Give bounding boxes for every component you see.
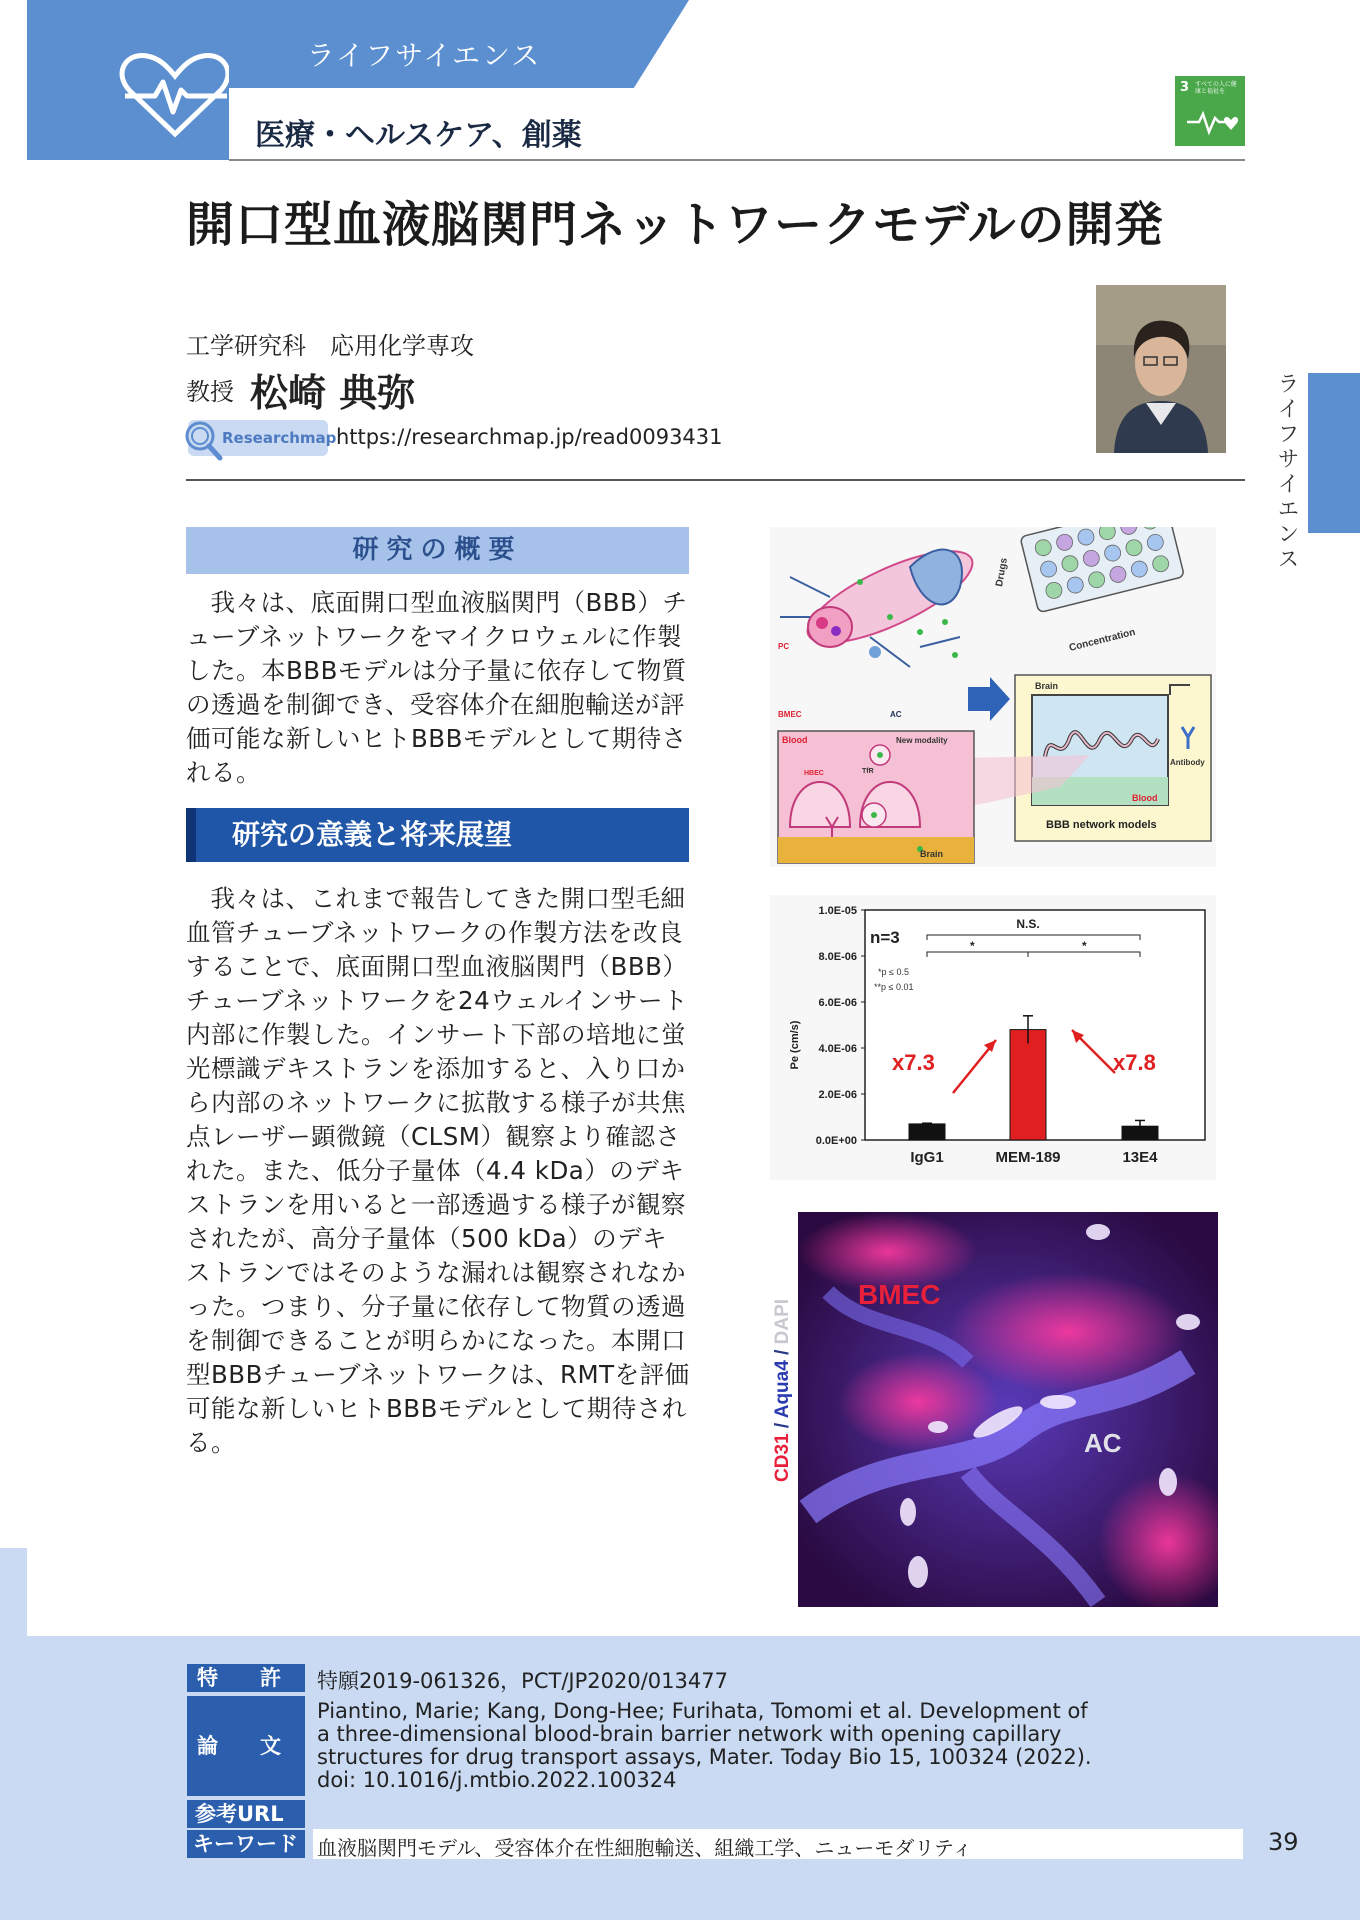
subcategory-label: 医療・ヘルスケア、創薬: [255, 118, 582, 153]
bbb-schematic-figure: [770, 527, 1216, 867]
author-photo: [1096, 285, 1226, 453]
section-overview-heading: [186, 527, 689, 574]
paper-line-2: a three-dimensional blood-brain barrier network with opening capillary: [317, 1722, 1062, 1746]
patent-value: 特願2019-061326，PCT/JP2020/013477: [317, 1669, 728, 1693]
label-tfr: TfR: [862, 768, 874, 775]
y-tick-label: 6.0E-06: [818, 997, 857, 1009]
label-blood-left: Blood: [782, 735, 808, 745]
permeability-bar-chart: [770, 895, 1216, 1180]
y-tick-label: 2.0E-06: [818, 1089, 857, 1101]
label-hbec: HBEC: [804, 770, 824, 777]
p-value-note-2: **p ≤ 0.01: [874, 982, 914, 992]
sdg-health-icon: [1185, 106, 1239, 136]
label-drugs: Drugs: [994, 557, 1010, 588]
y-axis-label: Pe (cm/s): [789, 1020, 801, 1070]
y-tick-label: 4.0E-06: [818, 1043, 857, 1055]
paper-line-4: doi: 10.1016/j.mtbio.2022.100324: [317, 1768, 677, 1792]
reference-url-label: 参考URL: [187, 1800, 305, 1828]
author-divider: [186, 479, 1245, 481]
n-label: n=3: [870, 928, 900, 947]
p-value-note-1: *p ≤ 0.5: [878, 967, 909, 977]
label-brain-bottom: Brain: [920, 849, 944, 859]
author-department: 工学研究科 応用化学専攻: [186, 332, 474, 360]
fold-change-left: x7.3: [892, 1050, 935, 1075]
legend-sep-2: /: [772, 1344, 793, 1361]
header-category-block: [27, 0, 229, 160]
researchmap-label: Researchmap: [222, 429, 337, 447]
section-overview-title: 研究の概要: [352, 535, 523, 565]
cell-section: [778, 731, 974, 863]
section-significance-accent: [186, 808, 196, 862]
label-concentration: Concentration: [1068, 626, 1137, 654]
sig-star-left: *: [970, 939, 975, 953]
section-significance-body: 我々は、これまで報告してきた開口型毛細血管チューブネットワークの作製方法を改良することで、底面開口型血液脳関門（BBB）チューブネットワークを24ウェルインサート内部に作製した。インサート下部の培地に蛍光標識デキストランを添加すると、入り口から内部のネットワークに拡散する様子が共焦点レーザー顕微鏡（CLSM）観察より確認された。また、低分子量体（4.4 kDa）のデキストランを用いると一部透過する様子が観察されたが、高分子量体（500 kDa）のデキストランではそのような漏れは観察されなかった。つまり、分子量に依存して物質の透過を制御できることが明らかになった。本開口型BBBチューブネットワークは、RMTを評価可能な新しいヒトBBBモデルとして期待される。: [186, 884, 690, 1457]
researchmap-badge[interactable]: [188, 420, 337, 456]
label-bmec: BMEC: [778, 710, 802, 719]
paper-line-1: Piantino, Marie; Kang, Dong-Hee; Furihata, Tomomi et al. Development of: [317, 1699, 1088, 1723]
bar-igg1: [909, 1124, 945, 1140]
ac-label: AC: [1084, 1428, 1122, 1458]
label-brain-top: Brain: [1035, 681, 1059, 691]
author-rank: 教授: [186, 378, 234, 406]
bmec-label: BMEC: [858, 1279, 941, 1310]
label-blood-right: Blood: [1132, 793, 1158, 803]
side-index-tab: [1308, 373, 1360, 533]
sig-star-right: *: [1082, 939, 1087, 953]
sdg-number: 3: [1180, 80, 1190, 95]
heartbeat-icon: [115, 50, 235, 140]
page-number: 39: [1268, 1828, 1299, 1856]
keywords-value: 血液脳関門モデル、受容体介在性細胞輸送、組織工学、ニューモダリティ: [317, 1836, 973, 1860]
fold-change-right: x7.8: [1113, 1050, 1156, 1075]
y-tick-label: 1.0E-05: [818, 905, 857, 917]
page-title: 開口型血液脳関門ネットワークモデルの開発: [186, 197, 1164, 253]
sdg-text: すべての人に健康と福祉を: [1195, 81, 1237, 95]
magnifier-icon: [182, 418, 226, 462]
legend-sep-1: /: [772, 1418, 793, 1434]
header-divider: [229, 159, 1245, 161]
cd31-micrograph-figure: [768, 1212, 1218, 1607]
label-antibody: Antibody: [1170, 758, 1205, 767]
sdg-badge: [1175, 76, 1245, 146]
researchmap-url-link[interactable]: https://researchmap.jp/read0093431: [336, 425, 723, 449]
label-new-modality: New modality: [896, 736, 948, 745]
paper-label: 論 文: [187, 1696, 305, 1796]
x-tick-label: 13E4: [1122, 1149, 1158, 1166]
label-network-models: BBB network models: [1046, 819, 1157, 831]
bar-mem-189: [1010, 1030, 1046, 1140]
patent-label: 特 許: [187, 1664, 305, 1692]
label-pc: PC: [778, 642, 790, 651]
section-overview-body: 我々は、底面開口型血液脳関門（BBB）チューブネットワークをマイクロウェルに作製した。本BBBモデルは分子量に依存して物質の透過を制御でき、受容体介在細胞輸送が評価可能な新しいヒトBBBモデルとして期待される。: [186, 588, 688, 787]
svg-text:CD31 / Aqua4 / DAPI: [772, 1299, 793, 1482]
section-significance-title: 研究の意義と将来展望: [232, 818, 513, 851]
paper-line-3: structures for drug transport assays, Mater. Today Bio 15, 100324 (2022).: [317, 1745, 1092, 1769]
x-tick-label: MEM-189: [995, 1149, 1061, 1166]
category-label: ライフサイエンス: [306, 39, 542, 72]
side-index-label: ライフサイエンス: [1274, 372, 1299, 572]
legend-aqua4: Aqua4: [772, 1360, 793, 1419]
ns-label: N.S.: [1016, 917, 1040, 931]
author-name: 松崎 典弥: [250, 371, 416, 415]
legend-dapi: DAPI: [772, 1298, 793, 1345]
section-significance-heading: [186, 808, 689, 862]
y-tick-label: 8.0E-06: [818, 951, 857, 963]
label-ac: AC: [890, 710, 902, 719]
keywords-label: キーワード: [187, 1830, 305, 1858]
y-tick-label: 0.0E+00: [815, 1135, 857, 1147]
legend-cd31: CD31: [772, 1433, 793, 1482]
x-tick-label: IgG1: [910, 1149, 944, 1166]
